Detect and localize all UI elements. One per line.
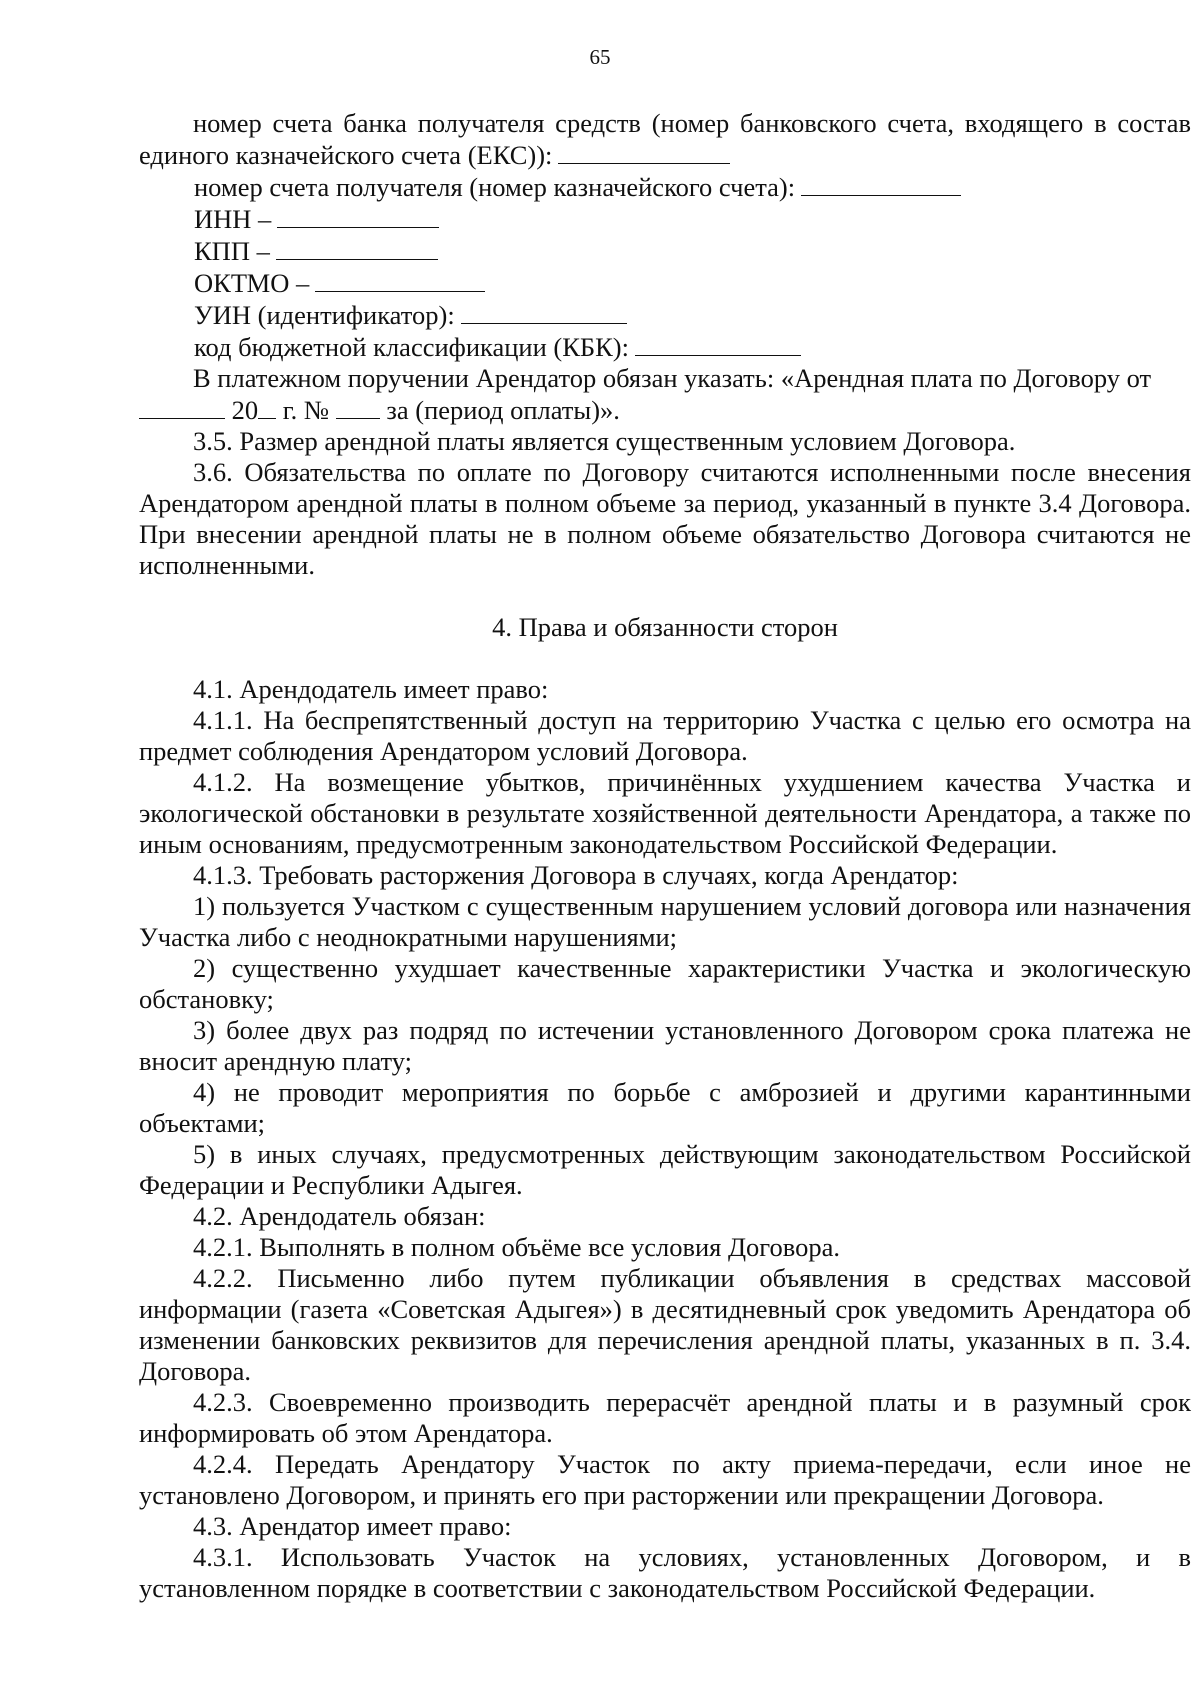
- clause-4-2: 4.2. Арендодатель обязан:: [193, 1201, 486, 1231]
- clause-4-2-3: 4.2.3. Своевременно производить перерасчёт арендной платы и в разумный срок информировать об этом Арендатора.: [139, 1387, 1191, 1448]
- page-number: 65: [589, 45, 611, 69]
- page-content: [139, 108, 1191, 1604]
- list-item-5: 5) в иных случаях, предусмотренных действующим законодательством Российской Федерации и Республики Адыгея.: [139, 1139, 1191, 1200]
- clause-4-1-2: 4.1.2. На возмещение убытков, причинённых ухудшением качества Участка и экологической обстановки в результате хозяйственной деятельности Арендатора, а также по иным основаниям, предусмотренным законодательством Российской Федерации.: [139, 767, 1191, 859]
- clause-4-2-4: 4.2.4. Передать Арендатору Участок по акту приема-передачи, если иное не установлено Договором, и принять его при расторжении или прекращении Договора.: [139, 1449, 1191, 1510]
- clause-4-2-1: 4.2.1. Выполнять в полном объёме все условия Договора.: [193, 1232, 840, 1262]
- payment-order-period: за (период оплаты)».: [386, 395, 620, 425]
- clause-3-6: 3.6. Обязательства по оплате по Договору считаются исполненными после внесения Арендатором арендной платы в полном объеме за период, указанный в пункте 3.4 Договора. При внесении арендной платы не в полном объеме обязательство Договора считаются не исполненными.: [139, 457, 1191, 580]
- kbk-label: код бюджетной классификации (КБК):: [194, 332, 629, 362]
- recipient-account-field: [139, 171, 1191, 203]
- payment-order-year-suffix: г. №: [282, 395, 330, 425]
- payment-order-text: В платежном поручении Арендатор обязан указать: «Арендная плата по Договору от: [193, 363, 1152, 393]
- clause-4-3: 4.3. Арендатор имеет право:: [193, 1511, 512, 1541]
- contract-number-blank: [336, 394, 380, 419]
- kbk-blank: [635, 331, 801, 356]
- kpp-label: КПП –: [194, 236, 270, 266]
- clause-4-1: 4.1. Арендодатель имеет право:: [193, 674, 549, 704]
- clause-3-5: 3.5. Размер арендной платы является существенным условием Договора.: [193, 426, 1016, 456]
- payment-order-instruction: [139, 363, 1191, 394]
- clause-4-1-3: 4.1.3. Требовать расторжения Договора в случаях, когда Арендатор:: [193, 860, 959, 890]
- kpp-field: [139, 235, 1191, 267]
- oktmo-label: ОКТМО –: [194, 268, 310, 298]
- kpp-blank: [276, 235, 438, 260]
- uin-label: УИН (идентификатор):: [194, 300, 455, 330]
- list-item-2: 2) существенно ухудшает качественные характеристики Участка и экологическую обстановку;: [139, 953, 1191, 1014]
- list-item-3: 3) более двух раз подряд по истечении установленного Договором срока платежа не вносит арендную плату;: [139, 1015, 1191, 1076]
- inn-blank: [277, 203, 439, 228]
- section-4-title: 4. Права и обязанности сторон: [492, 612, 838, 642]
- contract-date-blank: [139, 394, 225, 419]
- uin-blank: [461, 299, 627, 324]
- year-blank: [258, 394, 276, 419]
- kbk-field: [139, 331, 1191, 363]
- recipient-account-blank: [801, 171, 961, 196]
- payment-order-fill-line: [139, 394, 1191, 426]
- oktmo-field: [139, 267, 1191, 299]
- list-item-1: 1) пользуется Участком с существенным нарушением условий договора или назначения Участка либо с неоднократными нарушениями;: [139, 891, 1191, 952]
- bank-account-blank: [558, 139, 730, 164]
- clause-4-3-1: 4.3.1. Использовать Участок на условиях, установленных Договором, и в установленном порядке в соответствии с законодательством Российской Федерации.: [139, 1542, 1191, 1603]
- inn-label: ИНН –: [194, 204, 272, 234]
- uin-field: [139, 299, 1191, 331]
- list-item-4: 4) не проводит мероприятия по борьбе с амброзией и другими карантинными объектами;: [139, 1077, 1191, 1138]
- oktmo-blank: [315, 267, 485, 292]
- clause-4-2-2: 4.2.2. Письменно либо путем публикации объявления в средствах массовой информации (газета «Советская Адыгея») в десятидневный срок уведомить Арендатора об изменении банковских реквизитов для перечисления арендной платы, указанных в п. 3.4. Договора.: [139, 1263, 1191, 1386]
- recipient-account-label: номер счета получателя (номер казначейского счета):: [194, 172, 796, 202]
- clause-4-1-1: 4.1.1. На беспрепятственный доступ на территорию Участка с целью его осмотра на предмет соблюдения Арендатором условий Договора.: [139, 705, 1191, 766]
- payment-order-year: 20: [231, 395, 259, 425]
- bank-account-field: [139, 108, 1191, 171]
- bank-account-label: номер счета банка получателя средств (номер банковского счета, входящего в состав единого казначейского счета (ЕКС)):: [139, 108, 1191, 170]
- inn-field: [139, 203, 1191, 235]
